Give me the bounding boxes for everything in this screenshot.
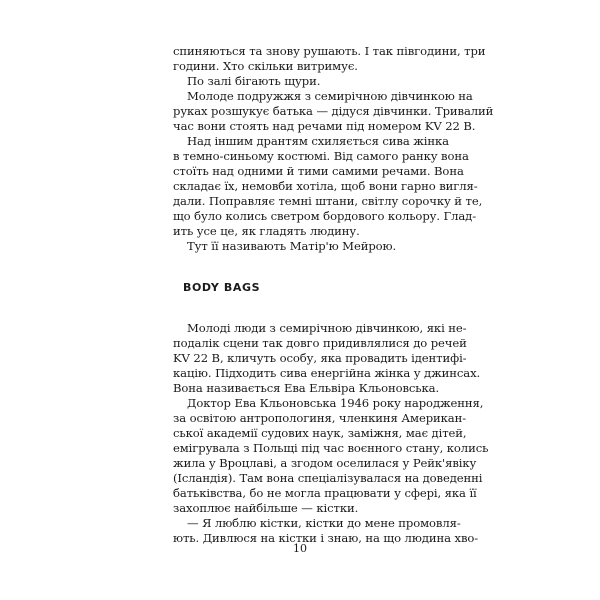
text-line: Над іншим дрантям схиляється сива жінка	[187, 134, 449, 148]
text-line: KV 22 B, кличуть особу, яка провадить ідентифі-	[173, 351, 467, 365]
text-line: Молоде подружжя з семирічною дівчинкою на	[187, 89, 473, 103]
text-line: ить усе це, як гладять людину.	[173, 224, 360, 238]
text-line: (Ісландія). Там вона спеціалізувалася на доведенні	[173, 471, 483, 485]
text-line: ської академії судових наук, заміжня, має дітей,	[173, 426, 467, 440]
text-line: жила у Вроцлаві, а згодом оселилася у Рейк'явіку	[173, 456, 477, 470]
text-line: ють. Дивлюся на кістки і знаю, на що людина хво-	[173, 531, 479, 545]
text-line: Молоді люди з семирічною дівчинкою, які не-	[187, 321, 467, 335]
text-line: Доктор Ева Кльоновська 1946 року народження,	[187, 396, 484, 410]
text-line: руках розшукує батька — дідуся дівчинки. Тривалий	[173, 104, 494, 118]
text-line: складає їх, немовби хотіла, щоб вони гарно вигля-	[173, 179, 478, 193]
text-line: Вона називається Ева Ельвіра Кльоновська.	[173, 381, 440, 395]
text-line: години. Хто скільки витримує.	[173, 59, 358, 73]
text-block	[173, 44, 494, 546]
text-line: батьківства, бо не могла працювати у сфері, яка її	[173, 486, 477, 500]
text-line: кацію. Підходить сива енергійна жінка у джинсах.	[173, 366, 481, 380]
text-line: що було колись светром бордового кольору. Глад-	[173, 209, 477, 223]
text-line: подалік сцени так довго придивлялися до речей	[173, 336, 467, 350]
text-line: емігрувала з Польщі під час воєнного стану, колись	[173, 441, 489, 455]
text-line: По залі бігають щури.	[187, 74, 321, 88]
page-number: 10	[293, 542, 307, 555]
section-heading: BODY BAGS	[183, 281, 261, 294]
text-line: — Я люблю кістки, кістки до мене промовля-	[187, 516, 461, 530]
text-line: спиняються та знову рушають. І так півгодини, три	[173, 44, 486, 58]
text-line: стоїть над одними й тими самими речами. Вона	[173, 164, 464, 178]
text-line: в темно-синьому костюмі. Від самого ранку вона	[173, 149, 469, 163]
text-line: дали. Поправляє темні штани, світлу сорочку й те,	[173, 194, 483, 208]
text-line: захоплює найбільше — кістки.	[173, 501, 359, 515]
text-line: за освітою антропологиня, членкиня Американ-	[173, 411, 467, 425]
text-line: час вони стоять над речами під номером KV 22 B.	[173, 119, 476, 133]
text-line: Тут її називають Матір'ю Мейрою.	[187, 239, 397, 253]
